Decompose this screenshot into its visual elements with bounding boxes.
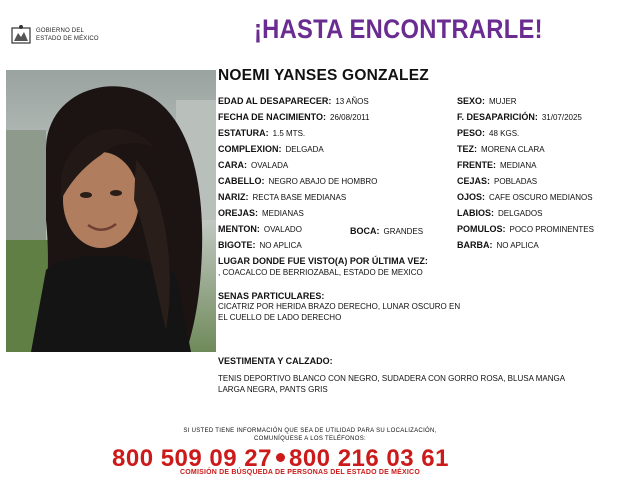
field-label: NARIZ:: [218, 192, 249, 202]
field-cejas: [457, 176, 537, 187]
clothing-value: TENIS DEPORTIVO BLANCO CON NEGRO, SUDADERA CON GORRO ROSA, BLUSA MANGA LARGA NEGRA, PANTS GRIS: [218, 374, 565, 394]
field-label: BARBA:: [457, 240, 493, 250]
field-label: FRENTE:: [457, 160, 496, 170]
field-value: NEGRO ABAJO DE HOMBRO: [268, 177, 378, 186]
field-label: EDAD AL DESAPARECER:: [218, 96, 332, 106]
field-value: MEDIANA: [500, 161, 537, 170]
field-label: SEXO:: [457, 96, 486, 106]
field-value: DELGADOS: [498, 209, 543, 218]
portrait-image: [6, 70, 216, 352]
field-menton: [218, 224, 302, 235]
field-label: FECHA DE NACIMIENTO:: [218, 112, 326, 122]
field-value: MUJER: [489, 97, 517, 106]
field-value: 31/07/2025: [541, 113, 582, 122]
field-value: OVALADO: [263, 225, 302, 234]
coat-of-arms-icon: [10, 24, 32, 46]
separator-dot-icon: [276, 453, 285, 462]
field-label: F. DESAPARICIÓN:: [457, 112, 538, 122]
field-value: 13 AÑOS: [335, 97, 369, 106]
marks-label: SENAS PARTICULARES:: [218, 291, 325, 301]
field-label: BOCA:: [350, 226, 380, 236]
field-label: TEZ:: [457, 144, 477, 154]
field-edad: [218, 96, 369, 107]
field-label: ESTATURA:: [218, 128, 269, 138]
logo-line-2: ESTADO DE MÉXICO: [36, 36, 99, 42]
field-label: OREJAS:: [218, 208, 259, 218]
field-fecha-desaparicion: [457, 112, 582, 123]
last-seen-value: , COACALCO DE BERRIOZABAL, ESTADO DE MEXICO: [218, 268, 423, 277]
government-logo: [10, 24, 130, 48]
field-label: PESO:: [457, 128, 486, 138]
field-value: 26/08/2011: [330, 113, 370, 122]
field-value: NO APLICA: [496, 241, 539, 250]
field-value: OVALADA: [251, 161, 289, 170]
field-value: 48 KGS.: [489, 129, 520, 138]
person-photo: [6, 70, 216, 352]
field-label: BIGOTE:: [218, 240, 256, 250]
field-pomulos: [457, 224, 594, 235]
field-value: 1.5 MTS.: [272, 129, 306, 138]
field-value: RECTA BASE MEDIANAS: [252, 193, 347, 202]
field-value: NO APLICA: [259, 241, 302, 250]
field-label: CARA:: [218, 160, 247, 170]
commission-name: COMISIÓN DE BÚSQUEDA DE PERSONAS DEL ESTADO DE MÉXICO: [180, 469, 420, 476]
person-name: NOEMI YANSES GONZALEZ: [218, 67, 429, 84]
field-label: CABELLO:: [218, 176, 265, 186]
field-complexion: [218, 144, 324, 155]
field-value: MEDIANAS: [262, 209, 304, 218]
phone-number-2: 800 216 03 61: [288, 445, 449, 472]
field-value: DELGADA: [285, 145, 324, 154]
field-value: MORENA CLARA: [481, 145, 545, 154]
field-label: POMULOS:: [457, 224, 506, 234]
field-tez: [457, 144, 545, 155]
field-orejas: [218, 208, 304, 219]
field-label: MENTON:: [218, 224, 260, 234]
field-labios: [457, 208, 542, 219]
field-label: LABIOS:: [457, 208, 494, 218]
field-value: CAFE OSCURO MEDIANOS: [489, 193, 593, 202]
contact-info-line-1: SI USTED TIENE INFORMACIÓN QUE SEA DE UTILIDAD PARA SU LOCALIZACIÓN,: [183, 428, 437, 434]
field-value: POCO PROMINENTES: [509, 225, 594, 234]
field-label: CEJAS:: [457, 176, 491, 186]
field-ojos: [457, 192, 593, 203]
field-bigote: [218, 240, 302, 251]
logo-text: [36, 27, 99, 43]
clothing-label: VESTIMENTA Y CALZADO:: [218, 356, 333, 366]
page-headline: ¡HASTA ENCONTRARLE!: [254, 14, 543, 44]
field-peso: [457, 128, 519, 139]
field-value: POBLADAS: [494, 177, 538, 186]
logo-line-1: GOBIERNO DEL: [36, 28, 85, 34]
field-label: OJOS:: [457, 192, 486, 202]
field-sexo: [457, 96, 517, 107]
field-estatura: [218, 128, 305, 139]
field-value: GRANDES: [383, 227, 424, 236]
marks-value: CICATRIZ POR HERIDA BRAZO DERECHO, LUNAR OSCURO EN EL CUELLO DE LADO DERECHO: [218, 302, 461, 322]
last-seen-label: LUGAR DONDE FUE VISTO(A) POR ÚLTIMA VEZ:: [218, 256, 428, 266]
field-frente: [457, 160, 536, 171]
field-cabello: [218, 176, 377, 187]
field-nariz: [218, 192, 346, 203]
field-barba: [457, 240, 539, 251]
field-boca: [350, 226, 423, 237]
field-cara: [218, 160, 288, 171]
field-fecha-nacimiento: [218, 112, 369, 123]
field-label: COMPLEXION:: [218, 144, 282, 154]
phone-number-1: 800 509 09 27: [112, 445, 272, 472]
contact-info-line-2: COMUNÍQUESE A LOS TELÉFONOS:: [254, 436, 366, 442]
